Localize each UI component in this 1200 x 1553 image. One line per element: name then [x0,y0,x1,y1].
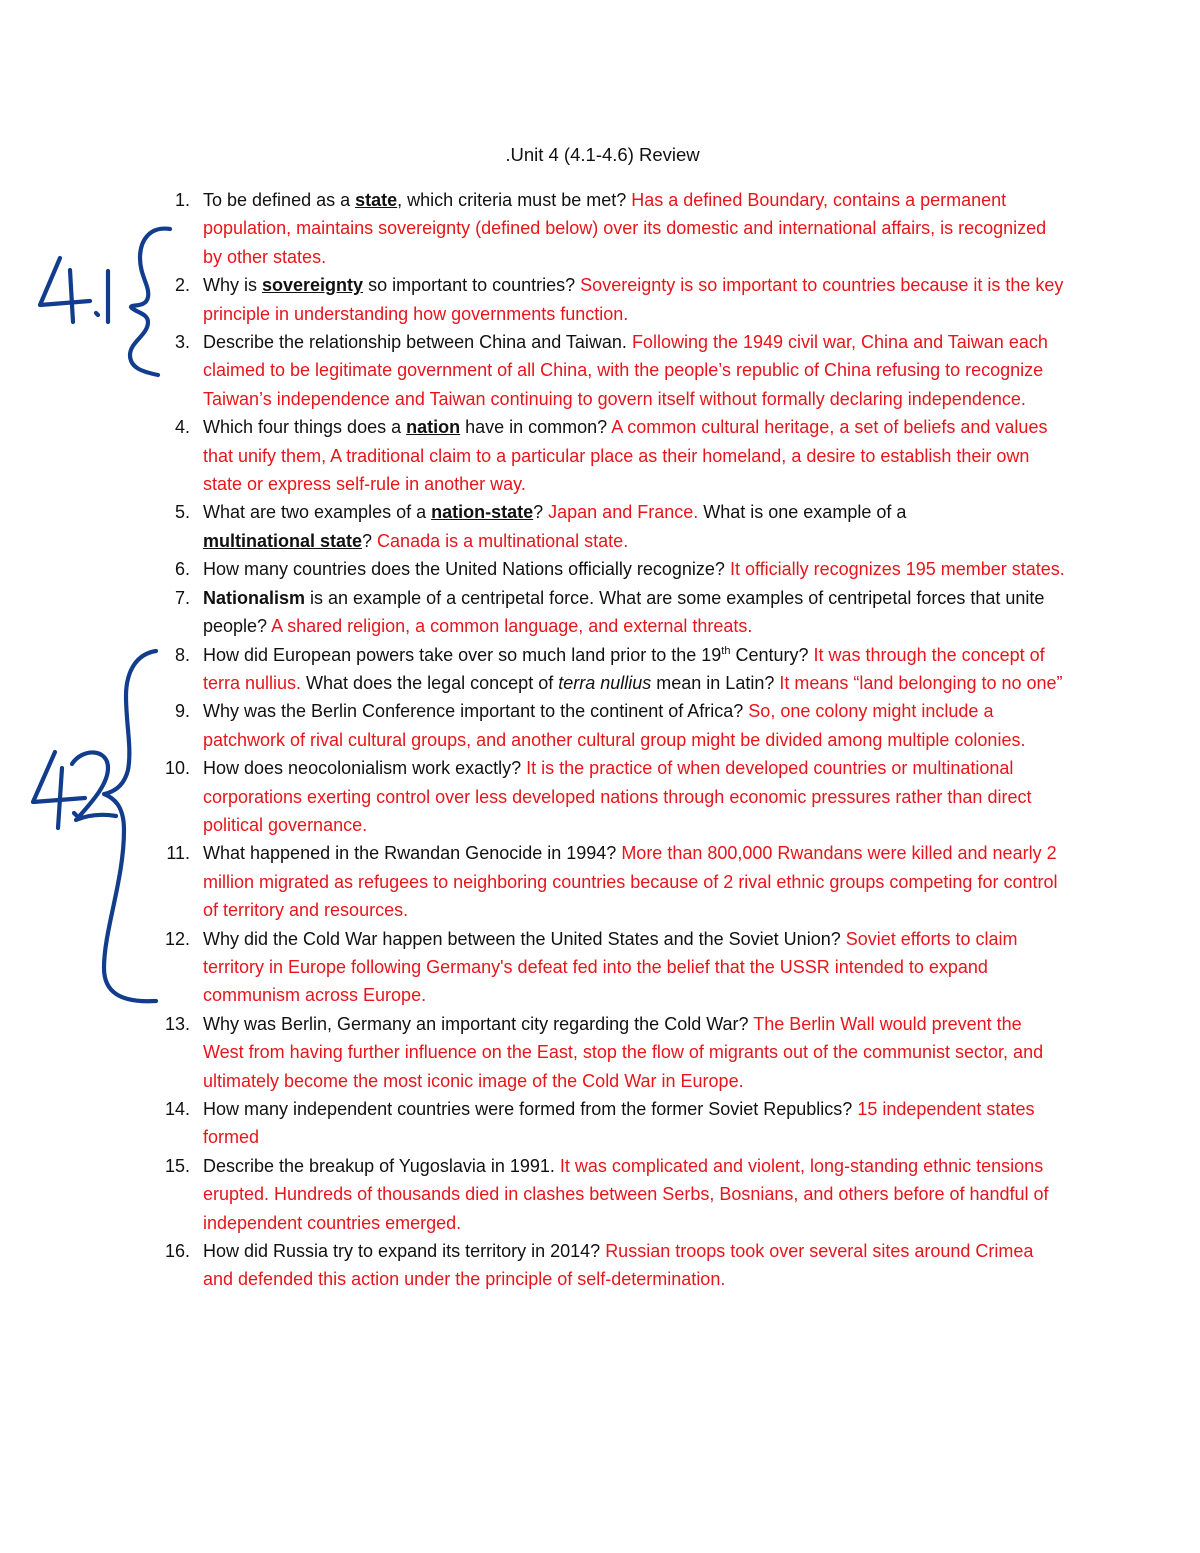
item-number: 3. [174,332,190,353]
question-text: Why did the Cold War happen between the United States and the Soviet Union? [203,928,846,949]
annotation-4-1 [40,229,170,375]
item-number: 11. [166,843,190,864]
key-term: sovereignty [262,275,364,296]
handwritten-dot [74,813,76,815]
item-number: 16. [164,1241,190,1262]
question-item-2 [160,271,1065,328]
question-text: Which four things does a [203,417,407,438]
answer-text: It officially recognizes 195 member states. [729,559,1065,580]
answer-text: A shared religion, a common language, and external threats. [271,616,753,637]
question-item-9 [160,697,1065,754]
item-number: 5. [174,502,190,523]
answer-text: The Berlin Wall would prevent the West from having further influence on the East, stop the flow of migrants out of the communist sector, and ultimately become the most iconic image of the Cold War in Europe. [203,1013,1044,1091]
item-number: 14. [164,1099,190,1119]
item-number: 12. [164,928,190,949]
answer-text: Japan and France. [548,502,699,523]
item-number: 7. [174,587,190,608]
answer-text: Following the 1949 civil war, China and Taiwan each claimed to be legitimate government of all China, with the people’s republic of China refusing to recognize Taiwan’s independence and Taiwan continuing to govern itself without formally declaring independence. [203,332,1048,409]
question-text: How many independent countries were formed from the former Soviet Republics? [203,1099,858,1119]
answer-text: It means “land belonging to no one” [779,672,1063,693]
annotation-4-2 [33,651,156,1001]
item-number: 8. [174,644,190,665]
latin-term: terra nullius [558,672,652,693]
question-text: Century? [730,644,814,665]
answer-text: A common cultural heritage, a set of beliefs and values that unify them, A traditional claim to a particular place as their homeland, a desire to establish their own state or express self-rule in another way. [203,417,1048,495]
review-question-list [160,186,1065,1294]
answer-text: Sovereignty is so important to countries because it is the key principle in understanding how governments function. [203,275,1064,324]
question-item-13 [160,1010,1065,1095]
question-text: How did Russia try to expand its territory in 2014? [203,1241,606,1262]
question-text: ? [533,502,549,523]
handwritten-digit-2 [72,752,116,820]
answer-text: Has a defined Boundary, contains a permanent population, maintains sovereignty (defined below) over its domestic and international affairs, is recognized by other states. [203,190,1047,267]
question-text: What is one example of a [698,502,907,523]
question-text: What happened in the Rwandan Genocide in 1994? [203,843,622,864]
question-text: ? [362,530,378,551]
item-number: 15. [164,1155,190,1176]
question-item-14 [160,1095,1065,1152]
question-text: What are two examples of a [203,502,432,523]
question-text: , which criteria must be met? [397,190,632,210]
handwritten-dot [96,313,98,315]
item-number: 4. [174,417,190,438]
question-text: What does the legal concept of [301,672,559,693]
answer-text: So, one colony might include a patchwork of rival cultural groups, and another cultural group might be divided among multiple colonies. [203,701,1026,750]
handwritten-digit-4 [40,258,90,305]
question-item-11 [160,839,1065,924]
question-item-10 [160,754,1065,839]
document-title: .Unit 4 (4.1-4.6) Review [505,144,700,165]
answer-text: More than 800,000 Rwandans were killed and nearly 2 million migrated as refugees to neighboring countries because of 2 rival ethnic groups competing for control of territory and resources. [203,843,1058,921]
question-text: is an example of a centripetal force. What are some examples of centripetal forces that unite people? [203,587,1045,637]
ordinal-superscript: th [721,644,731,657]
answer-text: 15 independent states formed [203,1099,1035,1148]
item-number: 2. [174,275,190,296]
item-number: 1. [174,190,190,210]
item-number: 10. [164,758,190,779]
answer-text: Canada is a multinational state. [377,530,629,551]
answer-text: It was complicated and violent, long-standing ethnic tensions erupted. Hundreds of thousands died in clashes between Serbs, Bosnians, and others before of handful of independent countries emerged. [203,1155,1049,1233]
answer-text: Soviet efforts to claim territory in Europe following Germany's defeat fed into the belief that the USSR intended to expand communism across Europe. [203,928,1018,1006]
question-item-5 [160,498,1065,555]
key-term: nation [406,417,461,438]
question-item-3 [160,328,1065,413]
key-term: Nationalism [203,587,306,608]
question-text: Describe the breakup of Yugoslavia in 1991. [203,1155,560,1176]
answer-text: It was through the concept of terra nullius. [203,644,1045,693]
question-text: mean in Latin? [651,672,780,693]
key-term: state [355,190,398,210]
question-text: To be defined as a [203,190,356,210]
question-item-16 [160,1237,1065,1294]
question-text: Why is [203,275,263,296]
question-item-1 [160,186,1065,271]
handwritten-curly-brace [104,651,156,1001]
item-number: 13. [164,1013,190,1034]
handwritten-digit-4 [58,768,62,828]
question-item-7 [160,584,1065,641]
answer-text: It is the practice of when developed countries or multinational corporations exerting control over less developed nations through economic pressures rather than direct political governance. [203,758,1032,835]
question-text: How many countries does the United Nations officially recognize? [203,559,730,580]
item-number: 6. [174,559,190,580]
question-text: have in common? [460,417,612,438]
question-text: Describe the relationship between China and Taiwan. [203,332,632,353]
question-item-8 [160,641,1065,698]
question-text: Why was Berlin, Germany an important city regarding the Cold War? [203,1013,754,1034]
handwritten-digit-4 [33,752,85,802]
item-number: 9. [174,701,190,722]
key-term: multinational state [203,530,363,551]
question-item-4 [160,413,1065,498]
question-text: Why was the Berlin Conference important to the continent of Africa? [203,701,749,722]
handwritten-digit-4 [70,270,73,322]
answer-text: Russian troops took over several sites around Crimea and defended this action under the principle of self-determination. [203,1241,1034,1290]
question-text: How did European powers take over so much land prior to the 19 [203,644,722,665]
key-term: nation-state [431,502,534,523]
question-item-6 [160,555,1065,583]
question-item-15 [160,1152,1065,1237]
question-item-12 [160,925,1065,1010]
question-text: so important to countries? [363,275,581,296]
question-text: How does neocolonialism work exactly? [203,758,527,779]
